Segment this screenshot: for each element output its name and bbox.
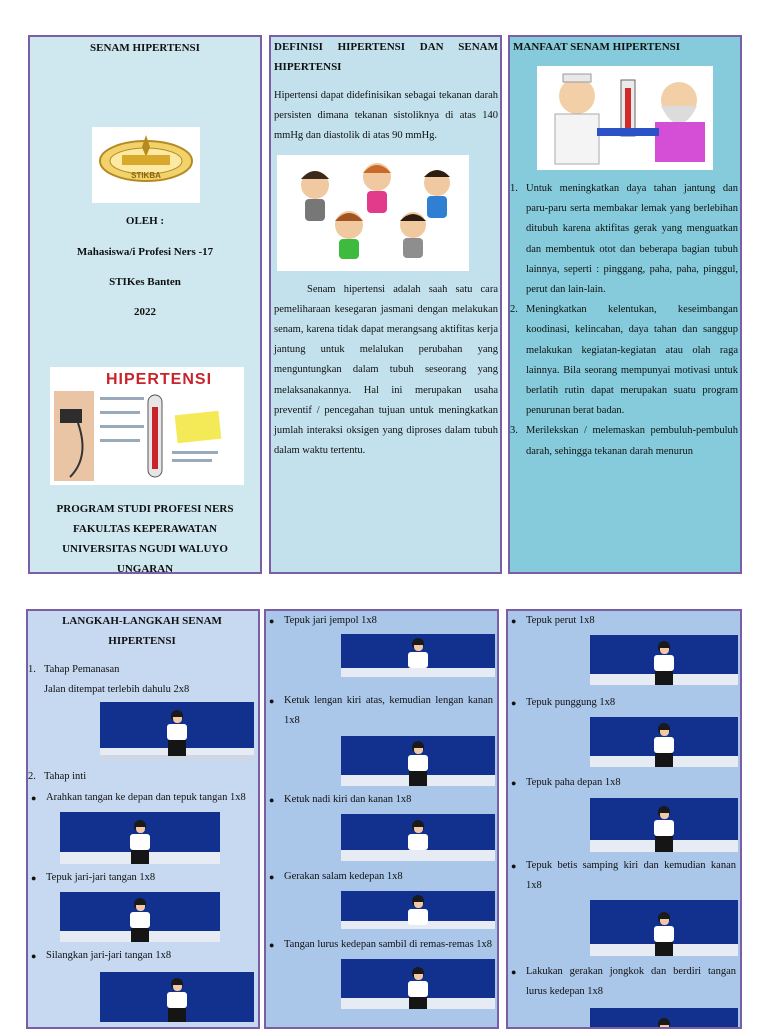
- exercise-text: Tepuk perut 1x8: [526, 615, 595, 626]
- bullet-icon: ●: [269, 696, 275, 707]
- year-label: 2022: [134, 306, 156, 318]
- bullet-icon: ●: [31, 951, 37, 962]
- author-name: Mahasiswa/i Profesi Ners -17: [76, 246, 214, 258]
- exercise-text: Tepuk jari jempol 1x8: [284, 615, 377, 626]
- footer-faculty: FAKULTAS KEPERAWATAN: [73, 523, 217, 535]
- photo-cross-fingers: [100, 972, 254, 1022]
- senam-paragraph: Senam hipertensi adalah saah satu cara pemeliharaan kesegaran jasmani dengan melakukan senam, karena tidak dapat merangsang aktifitas kerja jantung untuk melalukan perubahan yang menguntungkan dalam tubuh seseorang yang melaksanakannya. Hal ini merupakan usaha preventif / pencegahan tujuan untuk meningkatkan jumlah interaksi oksigen yang diproses dalam tubuh dalam waktu tertentu.: [274, 283, 498, 457]
- benefit-item: [510, 300, 738, 421]
- benefit-number: 2.: [510, 304, 518, 316]
- photo-fingers: [60, 892, 220, 942]
- benefits-list: [510, 179, 738, 462]
- bullet-icon: ●: [269, 616, 275, 626]
- step-title: Tahap Pemanasan: [44, 664, 120, 675]
- photo-belly: [590, 635, 738, 685]
- benefit-text: Meningkatkan kelentukan, keseimbangan koodinasi, kelincahan, daya tahan dan sanggup melakukan kegiatan-kegiatan atau olah raga lainnya. Bila seorang mempunyai motivasi untuk berlatih rutin dapat merupakan suatu program penurunan berat badan.: [526, 304, 738, 417]
- exercise-item: [28, 868, 256, 888]
- step-warmup-text: Jalan ditempat terlebih dahulu 2x8: [44, 684, 190, 696]
- footer-program: PROGRAM STUDI PROFESI NERS: [56, 503, 234, 515]
- exercise-text: Tangan lurus kedepan sambil di remas-remas 1x8: [284, 939, 493, 951]
- benefits-panel: [508, 35, 742, 574]
- logo-text: STIKBA: [131, 171, 161, 180]
- exercise-text: Silangkan jari-jari tangan 1x8: [46, 950, 172, 962]
- benefit-text: Merilekskan / melemaskan pembuluh-pembuluh darah, sehingga tekanan darah menurun: [526, 425, 738, 457]
- exercise-text: Lakukan gerakan jongkok dan berdiri tangan lurus kedepan 1x8: [526, 966, 736, 998]
- oleh-label: OLEH :: [125, 215, 165, 227]
- people-illustration: [277, 155, 469, 271]
- benefits-title: MANFAAT SENAM HIPERTENSI: [513, 41, 681, 53]
- exercise-item: [508, 856, 736, 896]
- exercise-item: [266, 611, 493, 631]
- photo-thigh: [590, 798, 738, 852]
- hipertensi-poster: [50, 367, 244, 485]
- exercise-text: Arahkan tangan ke depan dan tepuk tangan 1x8: [46, 791, 246, 803]
- exercise-panel-middle: [264, 609, 499, 1029]
- benefit-number: 1.: [510, 183, 518, 194]
- photo-warmup: [100, 702, 254, 760]
- photo-clap: [60, 812, 220, 864]
- exercise-text: Ketuk nadi kiri dan kanan 1x8: [284, 793, 412, 805]
- definition-title: DEFINISI HIPERTENSI DAN SENAM HIPERTENSI: [274, 41, 498, 73]
- steps-title: LANGKAH-LANGKAH SENAM HIPERTENSI: [62, 615, 222, 647]
- exercise-text: Ketuk lengan kiri atas, kemudian lengan kanan 1x8: [284, 695, 493, 727]
- doctor-illustration: [537, 66, 713, 170]
- definition-paragraph: Hipertensi dapat didefinisikan sebagai tekanan darah persisten dimana tekanan sistoliknya di atas 140 mmHg dan diastolik di atas 90 mmHg.: [274, 90, 498, 142]
- photo-pulse: [341, 814, 495, 861]
- bullet-icon: ●: [511, 778, 517, 789]
- step-core: [28, 767, 256, 787]
- step-number: 2.: [28, 771, 36, 783]
- exercise-text: Tepuk betis samping kiri dan kemudian kanan 1x8: [526, 859, 736, 891]
- photo-back: [590, 717, 738, 767]
- stikba-logo: [92, 127, 200, 203]
- exercise-text: Tepuk punggung 1x8: [526, 697, 616, 709]
- exercise-item: [28, 788, 256, 808]
- exercise-item: [266, 867, 493, 887]
- exercise-text: Tepuk paha depan 1x8: [526, 777, 621, 789]
- bullet-icon: ●: [269, 794, 275, 805]
- photo-salute: [341, 891, 495, 929]
- cover-panel: [28, 35, 262, 574]
- bullet-icon: ●: [31, 792, 37, 803]
- bullet-icon: ●: [511, 698, 517, 709]
- bullet-icon: ●: [511, 860, 517, 871]
- benefit-text: Untuk meningkatkan daya tahan jantung dan paru-paru serta membakar lemak yang berlebihan ditubuh karena aktifitas gerak yang menguatkan dan membentuk otot dan beberapa bagian tubuh lainnya, seperti : pinggang, paha, paha, pinggul, perut dan lain-lain.: [526, 183, 738, 296]
- footer-city: UNGARAN: [116, 563, 174, 574]
- exercise-panel-right: [506, 609, 742, 1029]
- exercise-item: [266, 935, 493, 955]
- definition-panel: [269, 35, 502, 574]
- cover-title: SENAM HIPERTENSI: [90, 42, 200, 54]
- photo-calf: [590, 900, 738, 956]
- exercise-item: [508, 962, 736, 1002]
- benefit-number: 3.: [510, 425, 518, 437]
- bullet-icon: ●: [31, 872, 37, 883]
- steps-panel: [26, 609, 260, 1029]
- exercise-item: [508, 773, 736, 793]
- exercise-text: Gerakan salam kedepan 1x8: [284, 870, 403, 882]
- bullet-icon: ●: [511, 967, 517, 978]
- bullet-icon: ●: [269, 871, 275, 882]
- exercise-item: [266, 790, 493, 810]
- benefit-item: [510, 179, 738, 300]
- exercise-item: [508, 693, 736, 713]
- photo-squat: [590, 1008, 738, 1029]
- photo-squeeze: [341, 959, 495, 1009]
- exercise-item: [266, 691, 493, 731]
- bullet-icon: ●: [511, 616, 517, 626]
- exercise-item: [28, 946, 256, 966]
- exercise-item: [508, 611, 736, 631]
- photo-thumb: [341, 634, 495, 677]
- photo-upper-arm: [341, 736, 495, 786]
- benefit-item: [510, 421, 738, 461]
- footer-university: UNIVERSITAS NGUDI WALUYO: [62, 543, 228, 555]
- bullet-icon: ●: [269, 940, 275, 951]
- step-warmup: [28, 660, 256, 680]
- institution-name: STIKes Banten: [109, 276, 181, 288]
- step-title: Tahap inti: [44, 771, 87, 783]
- exercise-text: Tepuk jari-jari tangan 1x8: [46, 871, 156, 883]
- step-number: 1.: [28, 664, 36, 675]
- poster-title: HIPERTENSI: [106, 371, 213, 388]
